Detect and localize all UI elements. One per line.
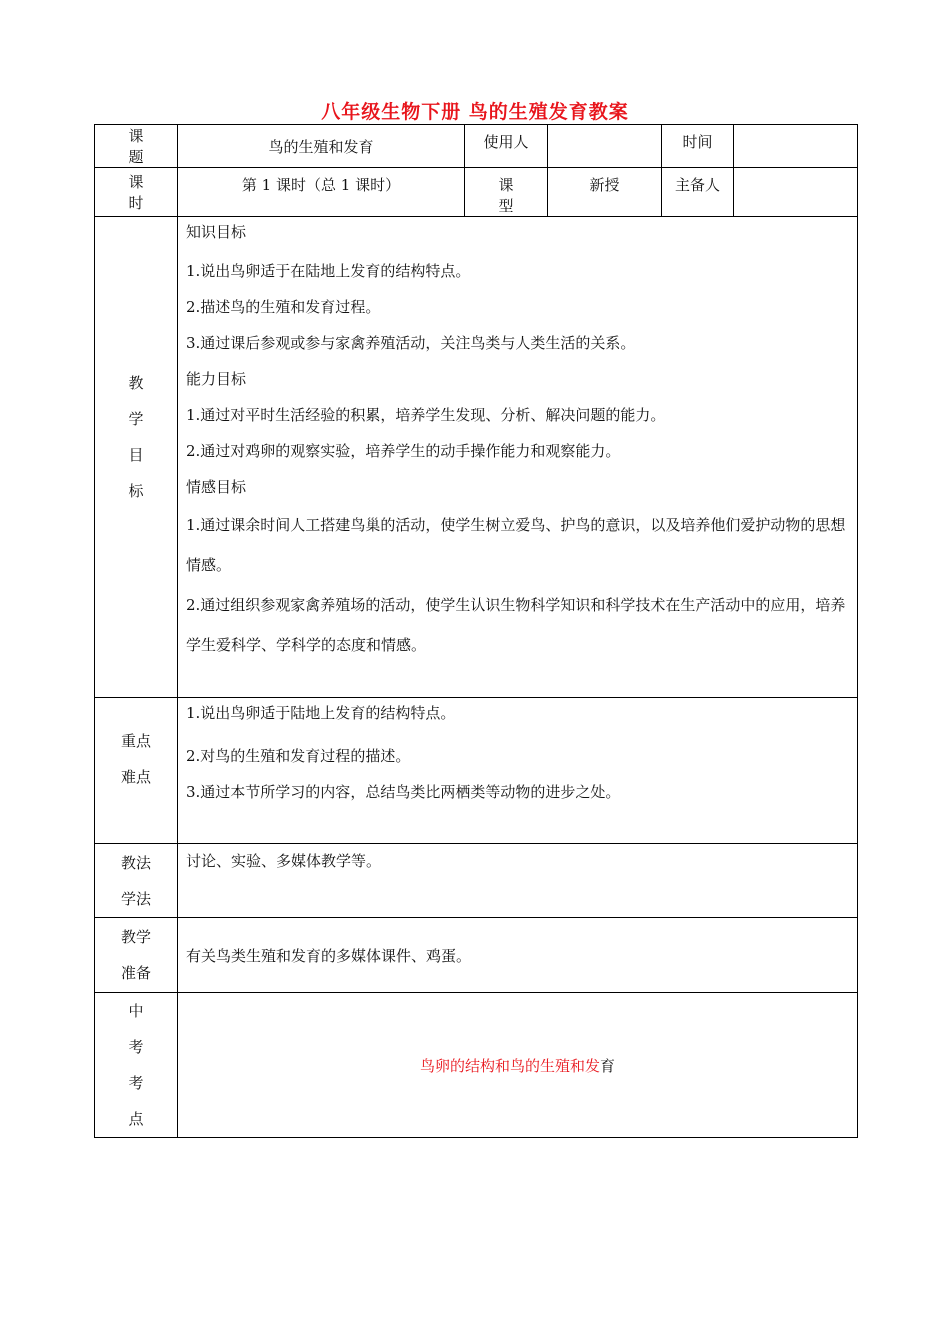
objectives-label-char: 教 [128,374,144,392]
key-points-content [178,698,858,844]
preparation-label-line: 准备 [120,964,151,982]
topic-label: 课 题 [95,125,178,168]
methods-row [95,844,858,918]
preparation-content: 有关鸟类生殖和发育的多媒体课件、鸡蛋。 [178,918,858,993]
preparation-label-line: 教学 [120,928,151,946]
emotion-item: 1.通过课余时间人工搭建鸟巢的活动，使学生树立爱鸟、护鸟的意识，以及培养他们爱护动物的思想情感。 [186,516,846,574]
objectives-content [178,217,858,698]
time-value [734,125,858,168]
methods-label-line: 学法 [120,889,151,908]
time-label: 时间 [662,125,734,168]
objectives-label-char: 学 [128,410,144,428]
exam-points-text-red: 鸟卵的结构和鸟的生殖和发 [419,1056,600,1075]
exam-points-label-char: 考 [128,1074,144,1092]
hours-label: 课 时 [95,168,178,217]
type-label: 课 型 [465,168,548,217]
emotion-heading: 情感目标 [186,478,247,496]
emotion-item: 2.通过组织参观家禽养殖场的活动，使学生认识生物科学知识和科学技术在生产活动中的应用，培养学生爱科学、学科学的态度和情感。 [186,596,846,654]
ability-heading: 能力目标 [186,370,247,388]
hours-value: 第 1 课时（总 1 课时） [178,168,465,217]
exam-points-label-char: 点 [128,1110,144,1128]
objectives-label-char: 目 [128,446,144,464]
preparer-label: 主备人 [662,168,734,217]
objectives-label [95,217,178,698]
exam-points-text-black: 育 [600,1056,616,1075]
key-point-item: 1.说出鸟卵适于陆地上发育的结构特点。 [186,704,456,722]
knowledge-item: 2.描述鸟的生殖和发育过程。 [186,298,381,316]
preparer-value [734,168,858,217]
user-label: 使用人 [465,125,548,168]
preparation-row [95,918,858,993]
header-row-hours [95,168,858,217]
lesson-plan-table [94,124,858,1138]
type-value: 新授 [548,168,662,217]
key-points-label-line: 重点 [120,731,151,750]
exam-points-row [95,993,858,1138]
topic-value: 鸟的生殖和发育 [178,125,465,168]
ability-item: 2.通过对鸡卵的观察实验，培养学生的动手操作能力和观察能力。 [186,442,621,460]
exam-points-label-char: 中 [128,1002,144,1020]
key-points-label-line: 难点 [120,767,151,786]
preparation-label [95,918,178,993]
ability-item: 1.通过对平时生活经验的积累，培养学生发现、分析、解决问题的能力。 [186,406,666,424]
page-title: 八年级生物下册 鸟的生殖发育教案 [321,101,629,123]
key-point-item: 3.通过本节所学习的内容，总结鸟类比两栖类等动物的进步之处。 [186,783,621,801]
header-row-topic [95,125,858,168]
methods-content: 讨论、实验、多媒体教学等。 [178,844,858,918]
exam-points-label-char: 考 [128,1038,144,1056]
knowledge-heading: 知识目标 [186,223,247,241]
user-value [548,125,662,168]
methods-label-line: 教法 [120,853,151,872]
key-points-row [95,698,858,844]
exam-points-content [178,993,858,1138]
objectives-row [95,217,858,698]
key-point-item: 2.对鸟的生殖和发育过程的描述。 [186,747,411,765]
exam-points-label [95,993,178,1138]
knowledge-item: 1.说出鸟卵适于在陆地上发育的结构特点。 [186,262,471,280]
methods-label [95,844,178,918]
objectives-label-char: 标 [128,482,144,500]
key-points-label [95,698,178,844]
knowledge-item: 3.通过课后参观或参与家禽养殖活动，关注鸟类与人类生活的关系。 [186,334,636,352]
